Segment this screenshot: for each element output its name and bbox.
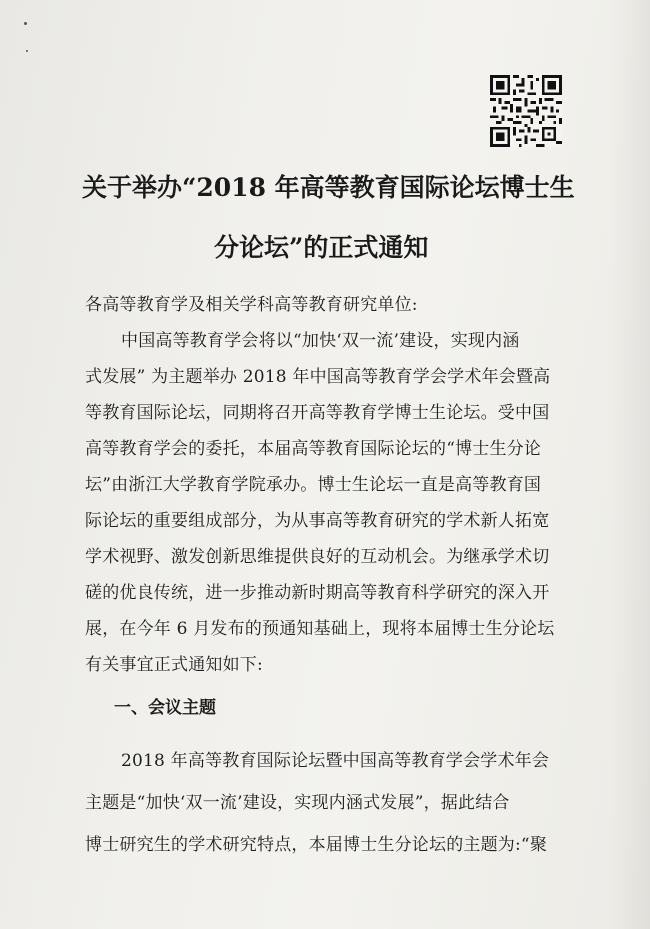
paragraph-line: 等教育国际论坛，同期将召开高等教育学博士生论坛。受中国	[85, 403, 550, 423]
section-heading: 一、会议主题	[114, 698, 216, 718]
notice-title-line-2: 分论坛”的正式通知	[214, 233, 429, 262]
paragraph-line: 坛”由浙江大学教育学院承办。博士生论坛一直是高等教育国	[85, 475, 542, 495]
paragraph-line: 学术视野、激发创新思维提供良好的互动机会。为继承学术切	[85, 547, 550, 567]
paragraph-line: 际论坛的重要组成部分，为从事高等教育研究的学术新人拓宽	[85, 511, 550, 531]
qr-code	[490, 75, 562, 147]
paper-speck	[24, 22, 27, 25]
paragraph-line: 磋的优良传统，进一步推动新时期高等教育科学研究的深入开	[85, 583, 550, 603]
paragraph-line: 中国高等教育学会将以“加快‘双一流’建设，实现内涵	[121, 331, 520, 351]
paragraph-line: 式发展” 为主题举办 2018 年中国高等教育学会学术年会暨高	[85, 367, 551, 387]
notice-title-line-1: 关于举办“2018 年高等教育国际论坛博士生	[82, 173, 575, 202]
paragraph-line: 有关事宜正式通知如下:	[85, 655, 263, 675]
page-shadow	[610, 0, 650, 929]
paragraph-line: 2018 年高等教育国际论坛暨中国高等教育学会学术年会	[121, 751, 550, 771]
paper-speck	[26, 50, 28, 52]
paragraph-line: 博士研究生的学术研究特点，本届博士生分论坛的主题为:“聚	[85, 835, 548, 855]
paragraph-line: 展，在今年 6 月发布的预通知基础上，现将本届博士生分论坛	[85, 619, 555, 639]
salutation: 各高等教育学及相关学科高等教育研究单位:	[85, 295, 418, 315]
paragraph-line: 高等教育学会的委托，本届高等教育国际论坛的“博士生分论	[85, 439, 542, 459]
paragraph-line: 主题是“加快‘双一流’建设，实现内涵式发展”，据此结合	[85, 793, 510, 813]
